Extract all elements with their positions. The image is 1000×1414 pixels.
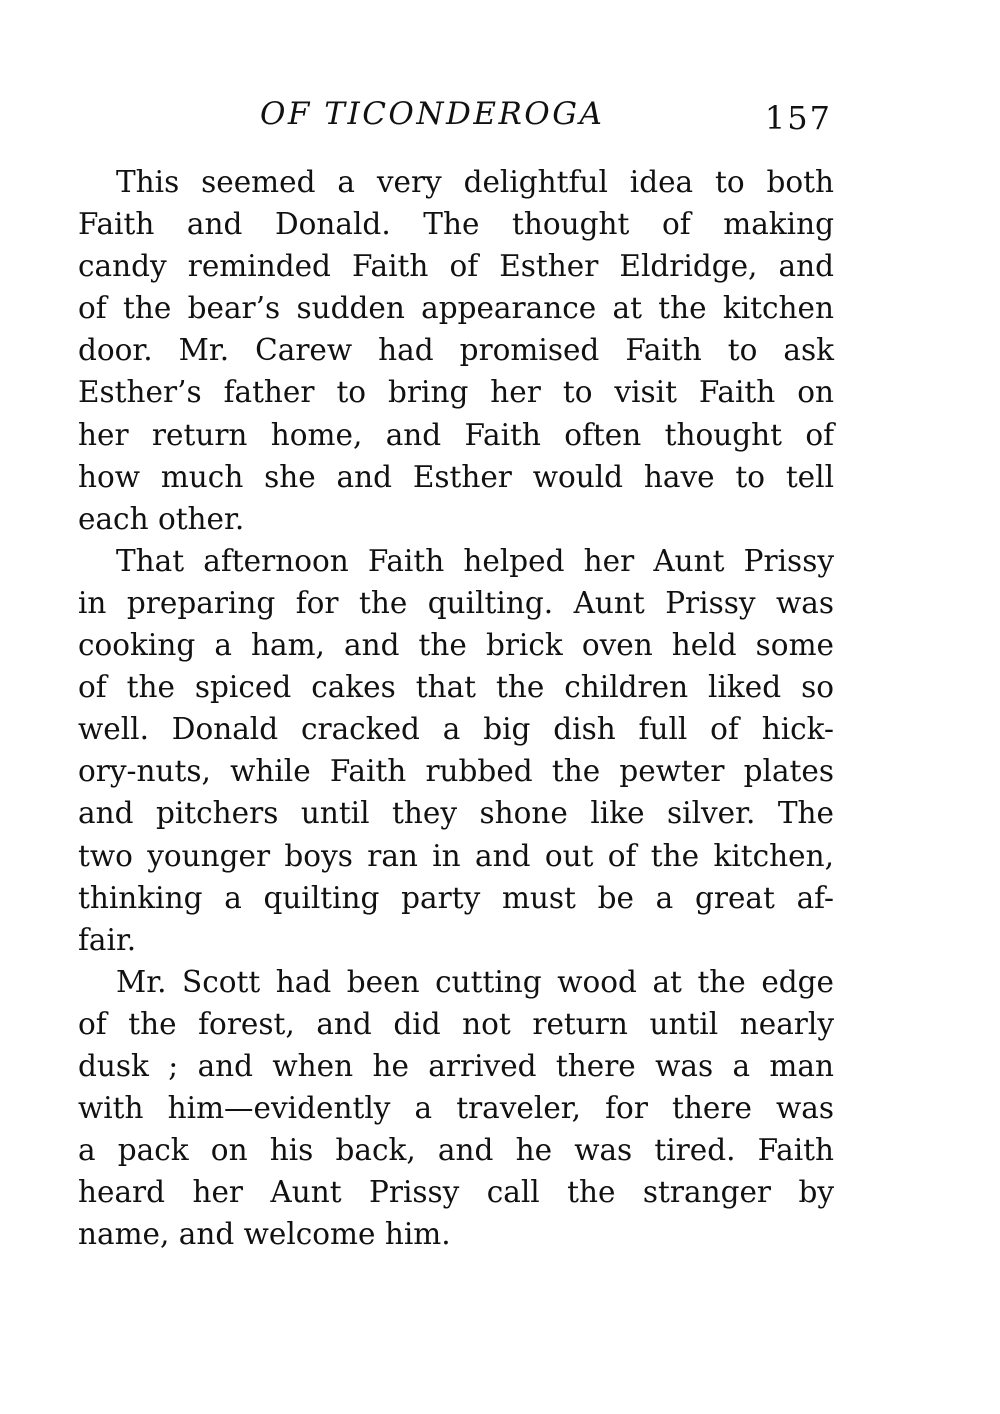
text-line: of the spiced cakes that the children liked so [78, 670, 834, 705]
text-line: heard her Aunt Prissy call the stranger by [78, 1175, 834, 1210]
text-line: well. Donald cracked a big dish full of hick- [78, 712, 834, 747]
text-line: door. Mr. Carew had promised Faith to ask [78, 333, 834, 368]
paragraph-3 [78, 961, 834, 1256]
text-line: This seemed a very delightful idea to both [116, 165, 834, 199]
text-line: how much she and Esther would have to tell [78, 459, 834, 494]
text-line: fair. [78, 922, 137, 957]
text-line: That afternoon Faith helped her Aunt Prissy [116, 543, 834, 578]
text-line: Mr. Scott had been cutting wood at the edge [116, 964, 834, 999]
page-number: 157 [764, 99, 832, 137]
text-line: her return home, and Faith often thought of [78, 417, 834, 452]
text-line: Esther’s father to bring her to visit Faith on [78, 375, 834, 410]
text-line: dusk ; and when he arrived there was a man [78, 1048, 834, 1083]
text-line: two younger boys ran in and out of the kitchen, [78, 838, 834, 873]
text-line: and pitchers until they shone like silver. The [78, 796, 834, 831]
body-text [78, 161, 834, 1255]
paragraph-1 [78, 161, 834, 540]
text-line: with him—evidently a traveler, for there was [78, 1091, 834, 1126]
text-line: Faith and Donald. The thought of making [78, 207, 834, 242]
text-line: of the bear’s sudden appearance at the kitchen [78, 291, 834, 326]
text-line: name, and welcome him. [78, 1217, 451, 1252]
running-title: OF TICONDEROGA [260, 96, 605, 132]
text-line: of the forest, and did not return until nearly [78, 1006, 834, 1041]
text-line: candy reminded Faith of Esther Eldridge, and [78, 249, 834, 284]
running-header [78, 92, 834, 142]
text-line: a pack on his back, and he was tired. Faith [78, 1133, 834, 1168]
paragraph-2 [78, 540, 834, 961]
text-line: cooking a ham, and the brick oven held some [78, 628, 834, 663]
text-line: thinking a quilting party must be a great af- [78, 880, 834, 915]
text-line: each other. [78, 501, 245, 536]
text-line: ory-nuts, while Faith rubbed the pewter plates [78, 754, 834, 789]
text-line: in preparing for the quilting. Aunt Prissy was [78, 585, 834, 620]
